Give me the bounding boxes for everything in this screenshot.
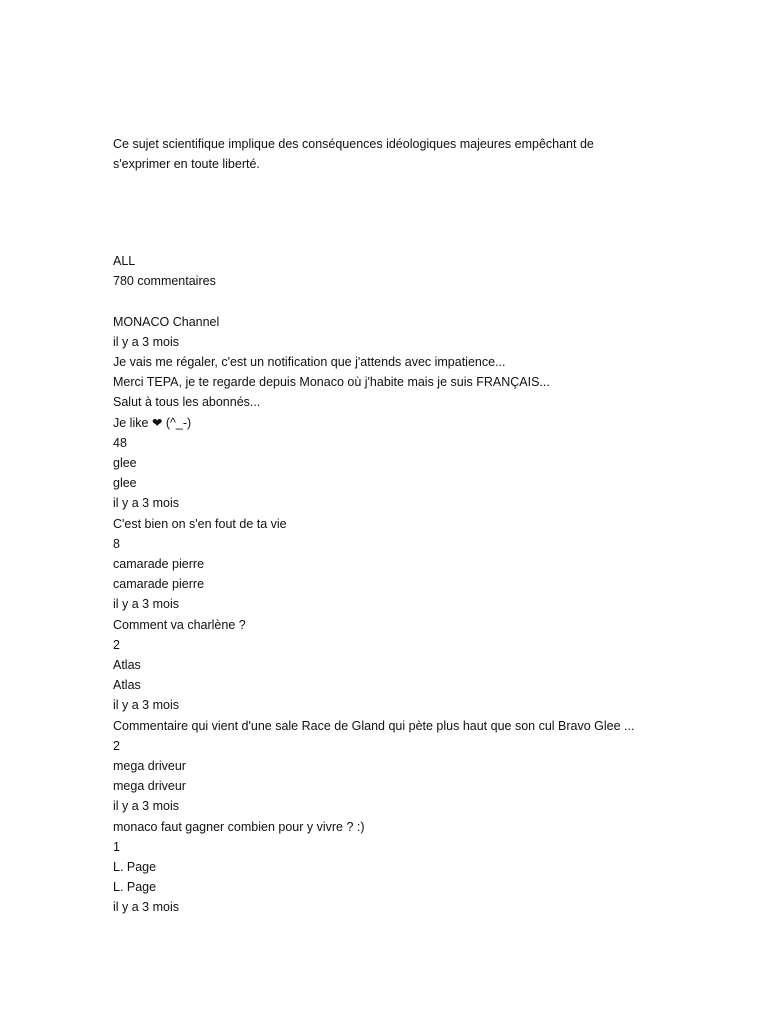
- comment-time[interactable]: il y a 3 mois: [113, 799, 179, 814]
- comment-author[interactable]: L. Page: [113, 880, 157, 895]
- comment-avatar-alt[interactable]: mega driveur: [113, 759, 186, 774]
- comment-time[interactable]: il y a 3 mois: [113, 496, 179, 511]
- comment-like-count: 48: [113, 435, 127, 450]
- comment-like-count: 1: [113, 839, 120, 854]
- comment-avatar-alt[interactable]: camarade pierre: [113, 557, 205, 572]
- intro-paragraph: [113, 134, 633, 174]
- comment-like-count: 2: [113, 637, 120, 652]
- comment-author[interactable]: Atlas: [113, 678, 141, 693]
- comment-author[interactable]: camarade pierre: [113, 577, 205, 592]
- comment-time[interactable]: il y a 3 mois: [113, 900, 179, 915]
- intro-line: Ce sujet scientifique implique des conséquences idéologiques majeures empêchant de: [113, 137, 594, 151]
- comments-section: [113, 251, 713, 918]
- comment-author[interactable]: glee: [113, 476, 137, 491]
- comment: [113, 312, 713, 453]
- spacer: [113, 291, 713, 311]
- comment-text: Je like ❤ (^_-): [113, 415, 192, 430]
- comment-text: monaco faut gagner combien pour y vivre ? :): [113, 819, 365, 834]
- comment-avatar-alt[interactable]: Atlas: [113, 658, 141, 673]
- comment-text: Je vais me régaler, c'est un notification que j'attends avec impatience...: [113, 355, 506, 369]
- comment-text: Salut à tous les abonnés...: [113, 395, 261, 410]
- comment-time[interactable]: il y a 3 mois: [113, 597, 179, 612]
- comment-text: Commentaire qui vient d'une sale Race de Gland qui pète plus haut que son cul Bravo Glee ...: [113, 718, 635, 733]
- comment-author[interactable]: mega driveur: [113, 779, 186, 794]
- comment-author[interactable]: MONACO Channel: [113, 314, 220, 329]
- comment-time[interactable]: il y a 3 mois: [113, 698, 179, 713]
- comment-text: C'est bien on s'en fout de ta vie: [113, 516, 287, 531]
- comment: [113, 857, 713, 918]
- comment: [113, 453, 713, 554]
- comment-text: Merci TEPA, je te regarde depuis Monaco où j'habite mais je suis FRANÇAIS...: [113, 375, 550, 390]
- comments-filter[interactable]: ALL: [113, 254, 136, 268]
- comments-count: 780 commentaires: [113, 274, 216, 289]
- comment-text: Comment va charlène ?: [113, 617, 246, 632]
- comment-avatar-alt[interactable]: L. Page: [113, 860, 157, 875]
- comment: [113, 655, 713, 756]
- comment-avatar-alt[interactable]: glee: [113, 456, 137, 471]
- comment: [113, 554, 713, 655]
- comment: [113, 756, 713, 857]
- comment-like-count: 2: [113, 738, 120, 753]
- comment-time[interactable]: il y a 3 mois: [113, 334, 179, 349]
- intro-line: s'exprimer en toute liberté.: [113, 157, 260, 172]
- comment-like-count: 8: [113, 536, 120, 551]
